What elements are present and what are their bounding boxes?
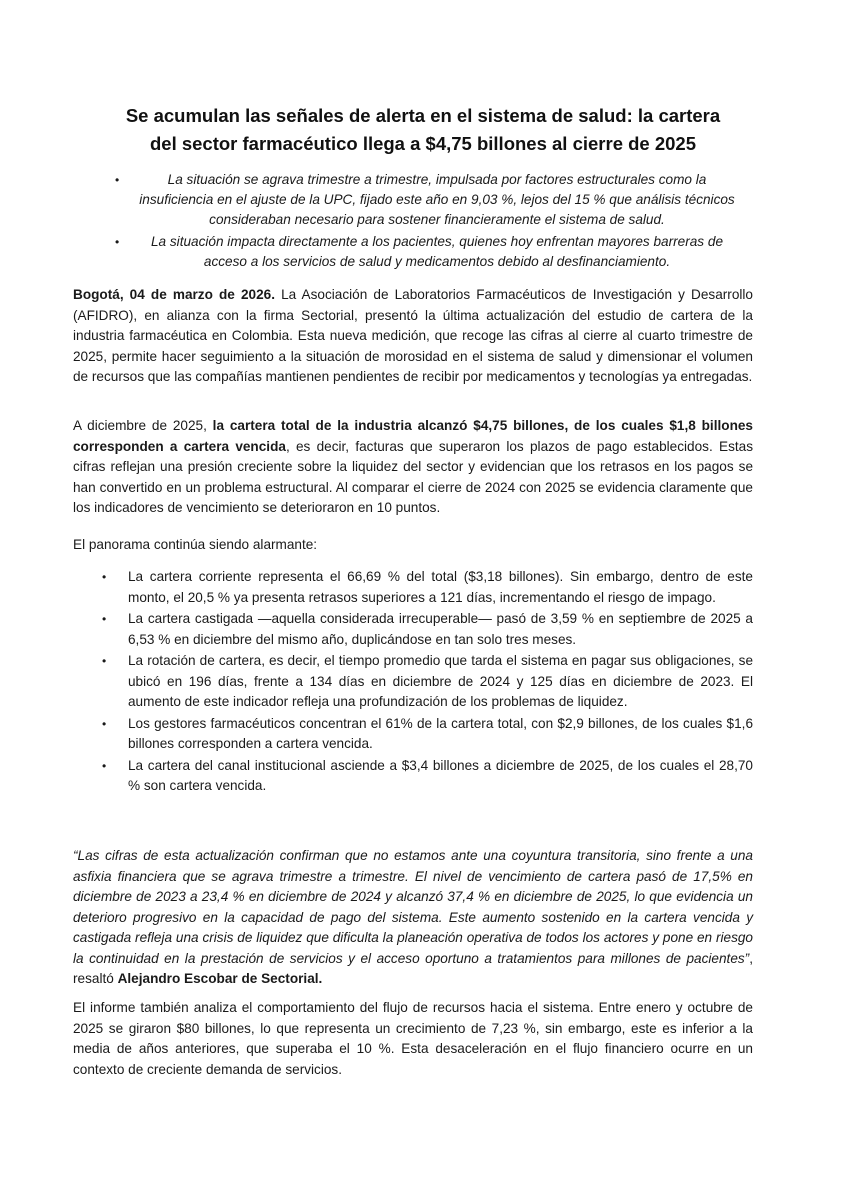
highlight-item <box>105 232 745 272</box>
finding-item <box>100 567 753 608</box>
finding-text: La rotación de cartera, es decir, el tiempo promedio que tarda el sistema en pagar sus obligaciones, se ubicó en 196 días, frente a 134 días en diciembre de 2024 y 125 días en diciembre de 2023. El aumento de este indicador refleja una profundización de los problemas de liquidez. <box>128 653 753 709</box>
totals-pre: A diciembre de 2025, <box>73 418 213 433</box>
totals-post: , es decir, facturas que superaron los plazos de pago establecidos. Estas cifras reflejan una presión creciente sobre la liquidez del sector y evidencian que los retrasos en los pagos se han convertido en un problema estructural. Al comparar el cierre de 2024 con 2025 se evidencia claramente que los indicadores de vencimiento se deterioraron en 10 puntos. <box>73 438 753 515</box>
quote-text: “Las cifras de esta actualización confirman que no estamos ante una coyuntura transitoria, sino frente a una asfixia financiera que se agrava trimestre a trimestre. El nivel de vencimiento de cartera pasó de 17,5% en diciembre de 2023 a 23,4 % en diciembre de 2024 y alcanzó 37,4 % en diciembre de 2025, lo que evidencia un deterioro progresivo en la capacidad de pago del sistema. Este aumento sostenido en la cartera vencida y castigada refleja una crisis de liquidez que dificulta la planeación operativa de todos los actores y pone en riesgo la continuidad en la prestación de servicios y el acceso oportuno a tratamientos para millones de pacientes” <box>73 848 753 966</box>
finding-text: La cartera corriente representa el 66,69 % del total ($3,18 billones). Sin embargo, dentro de este monto, el 20,5 % ya presenta retrasos superiores a 121 días, incrementando el riesgo de impago. <box>128 569 753 605</box>
highlight-item <box>105 170 745 230</box>
quote-attribution-pre: , resaltó <box>73 950 753 986</box>
finding-item <box>100 714 753 755</box>
article-title <box>60 102 786 158</box>
finding-text: La cartera castigada —aquella considerada irrecuperable— pasó de 3,59 % en septiembre de 2025 a 6,53 % en diciembre del mismo año, duplicándose en tan solo tres meses. <box>128 611 753 647</box>
title-line-2: del sector farmacéutico llega a $4,75 billones al cierre de 2025 <box>149 133 697 154</box>
finding-item <box>100 756 753 797</box>
bullet-icon: • <box>115 235 120 249</box>
quote-paragraph <box>73 846 753 990</box>
flow-paragraph: El informe también analiza el comportamiento del flujo de recursos hacia el sistema. Entre enero y octubre de 2025 se giraron $80 billones, lo que representa un crecimiento de 7,23 %, sin embargo, este es inferior a la media de años anteriores, que superaba el 10 %. Esta desaceleración en el flujo financiero ocurre en un contexto de creciente demanda de servicios. <box>73 1000 753 1077</box>
totals-paragraph <box>73 416 753 519</box>
bullet-icon: • <box>115 173 120 187</box>
findings-list <box>100 567 753 798</box>
finding-item <box>100 651 753 713</box>
highlight-text: La situación se agrava trimestre a trimestre, impulsada por factores estructurales como la insuficiencia en el ajuste de la UPC, fijado este año en 9,03 %, lejos del 15 % que análisis técnicos consideraban necesario para sostener financieramente el sistema de salud. <box>139 172 735 227</box>
highlight-text: La situación impacta directamente a los pacientes, quienes hoy enfrentan mayores barreras de acceso a los servicios de salud y medicamentos debido al desfinanciamiento. <box>150 234 724 269</box>
finding-text: Los gestores farmacéuticos concentran el 61% de la cartera total, con $2,9 billones, de los cuales $1,6 billones corresponden a cartera vencida. <box>128 715 753 751</box>
quote-attribution: Alejandro Escobar de Sectorial. <box>117 971 323 986</box>
bullet-icon: • <box>102 716 107 731</box>
totals-bold: la cartera total de la industria alcanzó $4,75 billones, de los cuales $1,8 billones corresponden a cartera vencida <box>73 418 753 454</box>
panorama-intro: El panorama continúa siendo alarmante: <box>73 537 318 552</box>
lead-text: La Asociación de Laboratorios Farmacéuticos de Investigación y Desarrollo (AFIDRO), en alianza con la firma Sectorial, presentó la última actualización del estudio de cartera de la industria farmacéutica en Colombia. Esta nueva medición, que recoge las cifras al cierre al cuarto trimestre de 2025, permite hacer seguimiento a la situación de morosidad en el sistema de salud y dimensionar el volumen de recursos que las compañías mantienen pendientes de recibir por medicamentos y tecnologías ya entregadas. <box>73 287 753 384</box>
lead-paragraph <box>73 285 753 388</box>
bullet-icon: • <box>102 654 107 668</box>
finding-text: La cartera del canal institucional asciende a $3,4 billones a diciembre de 2025, de los cuales el 28,70 % son cartera vencida. <box>128 757 753 793</box>
bullet-icon: • <box>102 570 107 584</box>
finding-item <box>100 609 753 650</box>
bullet-icon: • <box>102 612 107 626</box>
bullet-icon: • <box>102 758 107 773</box>
highlights-list <box>105 170 745 274</box>
title-line-1: Se acumulan las señales de alerta en el sistema de salud: la cartera <box>125 105 721 126</box>
dateline: Bogotá, 04 de marzo de 2026. <box>73 287 275 302</box>
